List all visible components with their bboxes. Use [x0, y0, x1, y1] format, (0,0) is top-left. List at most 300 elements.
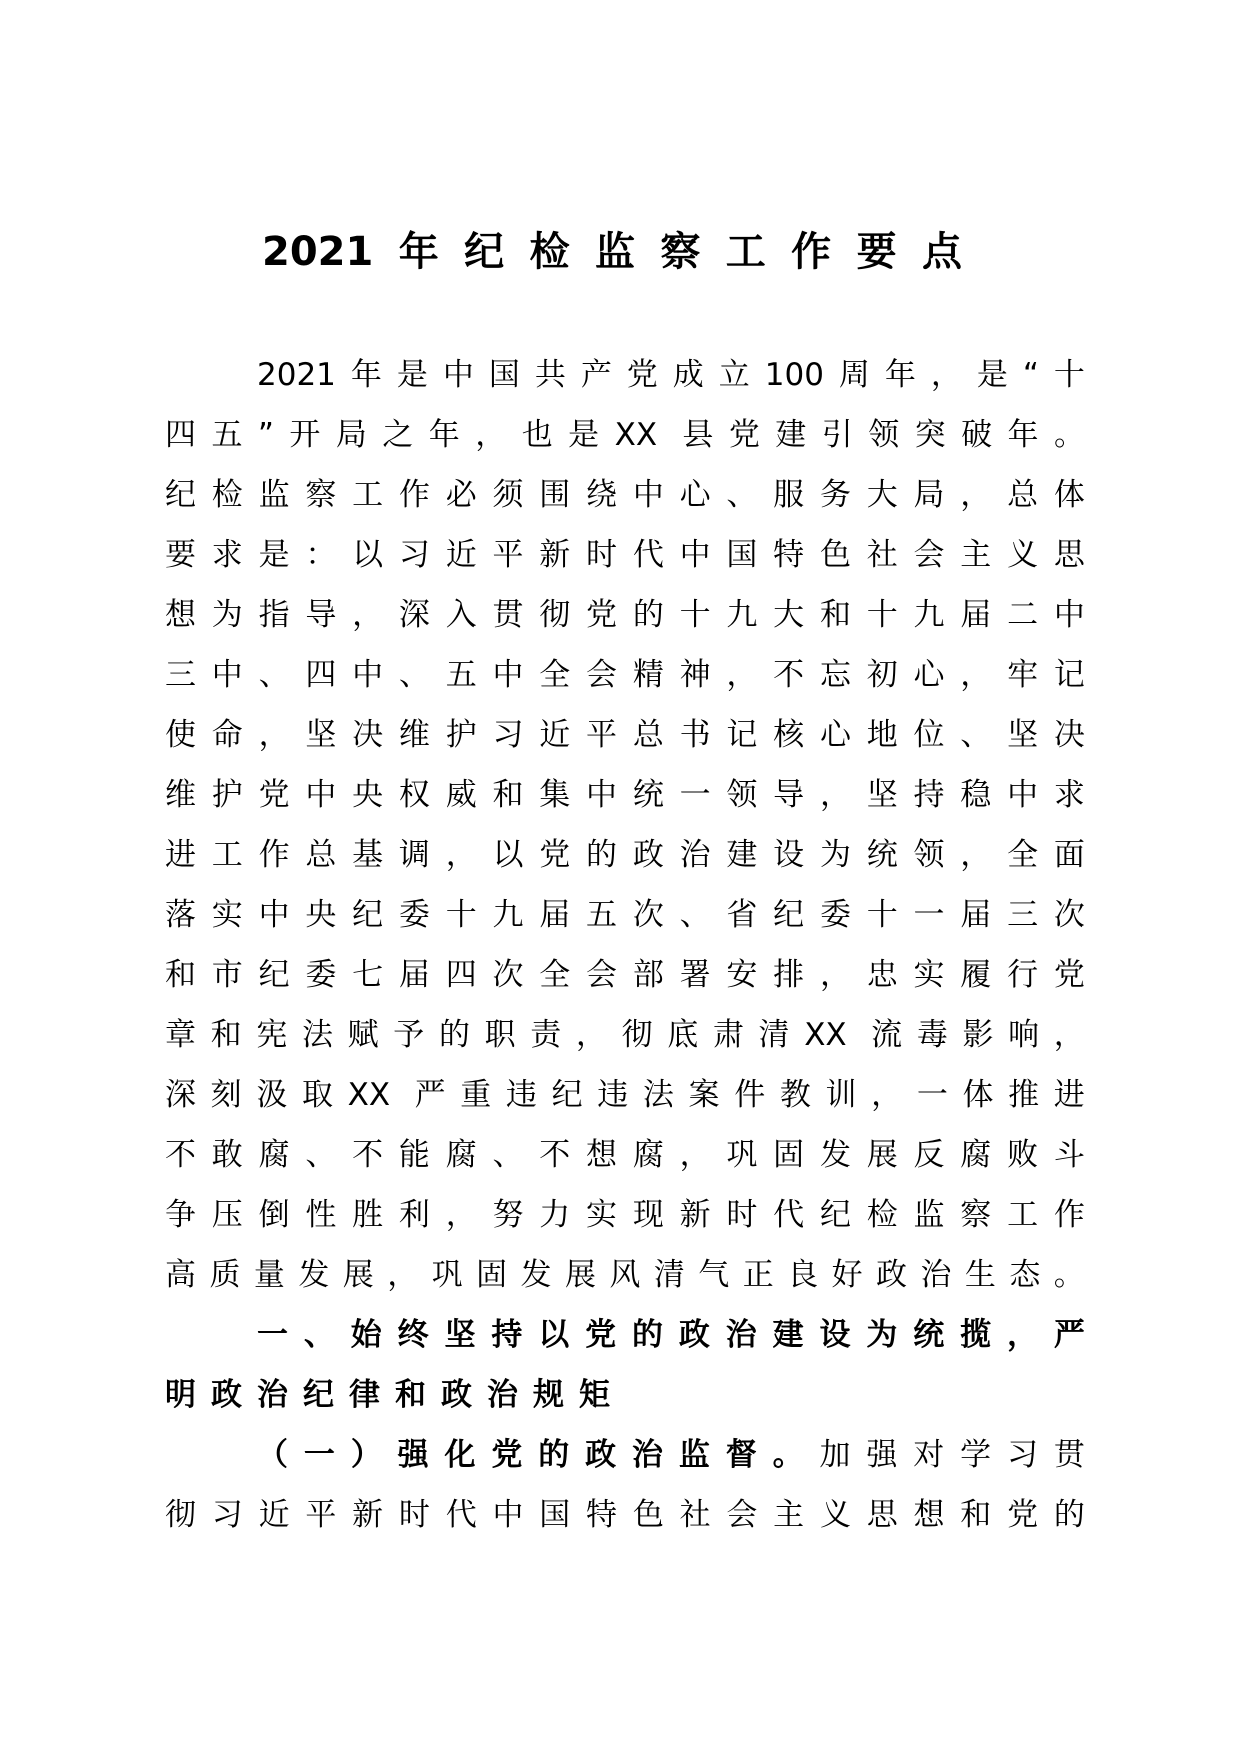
text-glyph: 二 [1007, 597, 1039, 633]
text-glyph: 威 [445, 777, 477, 813]
text-glyph: 不 [165, 1137, 196, 1173]
text-glyph: 作 [1053, 1197, 1085, 1233]
text-glyph: 围 [539, 477, 571, 513]
text-glyph: 彻 [621, 1017, 653, 1053]
text-glyph: 坚 [444, 1317, 476, 1353]
text-glyph: 矩 [579, 1377, 610, 1413]
text-glyph: 工 [352, 477, 384, 513]
text-glyph: 四 [305, 657, 337, 693]
text-line [165, 705, 1085, 765]
text-glyph: 届 [960, 897, 992, 933]
text-glyph: ， [387, 1257, 419, 1293]
text-glyph: 年 [884, 357, 916, 393]
text-glyph: 核 [773, 717, 805, 753]
text-line [165, 1425, 1085, 1485]
text-glyph: 习 [1007, 1437, 1038, 1473]
text-glyph: 对 [913, 1437, 945, 1473]
text-glyph: 100 [764, 357, 824, 393]
text-glyph: 、 [492, 1137, 524, 1173]
text-glyph: 一 [913, 897, 945, 933]
text-glyph: 国 [726, 537, 758, 573]
text-glyph: 政 [211, 1377, 242, 1413]
text-glyph: 现 [632, 1197, 664, 1233]
text-glyph: 安 [726, 957, 758, 993]
text-glyph: ， [960, 837, 992, 873]
text-glyph: 、 [679, 897, 711, 933]
text-glyph: 服 [773, 477, 805, 513]
text-glyph: ， [679, 1137, 711, 1173]
text-glyph: 局 [335, 417, 367, 453]
document-title-text [262, 222, 962, 282]
text-glyph: 中 [258, 897, 290, 933]
text-glyph: 为 [819, 837, 851, 873]
text-line [165, 585, 1085, 645]
text-line [165, 525, 1085, 585]
text-glyph: 导 [773, 777, 805, 813]
text-glyph: 底 [667, 1017, 699, 1053]
text-glyph: 作 [398, 477, 430, 513]
text-glyph: 三 [1007, 897, 1039, 933]
text-glyph: 和 [819, 597, 851, 633]
text-glyph: 大 [773, 597, 805, 633]
text-glyph: 固 [476, 1257, 508, 1293]
text-glyph: 的 [1053, 1497, 1085, 1533]
text-glyph: 县 [682, 417, 714, 453]
text-glyph: 党 [491, 1437, 523, 1473]
text-glyph: 以 [538, 1317, 570, 1353]
text-line [165, 1365, 1085, 1425]
text-glyph: 届 [539, 897, 571, 933]
text-glyph: 稳 [960, 777, 992, 813]
title-glyph: 监 [594, 229, 635, 275]
text-glyph: ， [1007, 1317, 1038, 1353]
text-glyph: 利 [398, 1197, 430, 1233]
text-glyph: 体 [1053, 477, 1085, 513]
text-glyph: 绕 [586, 477, 618, 513]
text-glyph: 进 [1053, 1077, 1085, 1113]
text-glyph: 严 [1053, 1317, 1085, 1353]
text-glyph: 主 [960, 537, 992, 573]
text-glyph: 维 [398, 717, 430, 753]
text-glyph: 中 [586, 777, 618, 813]
text-glyph: 中 [442, 357, 474, 393]
text-glyph: 实 [913, 957, 945, 993]
text-glyph: 实 [211, 897, 243, 933]
text-glyph: ， [445, 1197, 477, 1233]
text-glyph: 深 [398, 597, 430, 633]
text-glyph: 全 [1007, 837, 1039, 873]
text-glyph: 五 [211, 417, 243, 453]
text-glyph: 中 [352, 657, 384, 693]
text-glyph: 清 [653, 1257, 685, 1293]
text-glyph: 十 [445, 897, 477, 933]
text-glyph: 新 [539, 537, 571, 573]
text-glyph: 次 [632, 897, 664, 933]
text-glyph: 义 [1007, 537, 1039, 573]
text-glyph: 思 [866, 1497, 898, 1533]
text-glyph: 发 [819, 1137, 851, 1173]
text-glyph: 工 [211, 837, 243, 873]
text-glyph: 义 [819, 1497, 851, 1533]
text-glyph: 也 [521, 417, 553, 453]
text-glyph: XX [804, 1017, 857, 1053]
text-glyph: 中 [211, 657, 243, 693]
text-glyph: 的 [586, 837, 618, 873]
text-glyph: 统 [866, 837, 898, 873]
text-glyph: 政 [632, 837, 664, 873]
text-glyph: 中 [305, 777, 337, 813]
text-glyph: 三 [165, 657, 196, 693]
text-glyph: ， [575, 1017, 607, 1053]
text-glyph: 央 [352, 777, 384, 813]
text-glyph: 展 [564, 1257, 596, 1293]
text-glyph: 赋 [347, 1017, 379, 1053]
title-glyph: 纪 [464, 229, 505, 275]
text-glyph: 设 [819, 1317, 851, 1353]
text-glyph: 、 [303, 1317, 335, 1353]
text-glyph: 想 [586, 1137, 618, 1173]
text-glyph: 学 [960, 1437, 992, 1473]
text-glyph: 发 [520, 1257, 552, 1293]
text-glyph: 国 [488, 357, 520, 393]
text-glyph: 和 [165, 957, 196, 993]
text-glyph: 局 [913, 477, 945, 513]
text-line [165, 885, 1085, 945]
text-glyph: 设 [773, 837, 805, 873]
text-line [165, 1305, 1085, 1365]
text-glyph: 共 [534, 357, 566, 393]
text-glyph: 务 [819, 477, 851, 513]
text-glyph: 展 [342, 1257, 374, 1293]
text-glyph: 护 [445, 717, 477, 753]
text-glyph: ， [819, 777, 851, 813]
text-glyph: 肃 [712, 1017, 744, 1053]
text-glyph: 展 [866, 1137, 898, 1173]
text-glyph: 进 [165, 837, 196, 873]
text-glyph: 高 [165, 1257, 196, 1293]
text-glyph: 忠 [866, 957, 898, 993]
text-glyph: 位 [913, 717, 945, 753]
text-glyph: 为 [866, 1317, 898, 1353]
text-glyph: 党 [586, 597, 618, 633]
text-glyph: 实 [586, 1197, 618, 1233]
text-glyph: 破 [961, 417, 993, 453]
text-glyph: 以 [352, 537, 384, 573]
text-glyph: 和 [960, 1497, 992, 1533]
text-glyph: 不 [539, 1137, 571, 1173]
text-glyph: 深 [165, 1077, 196, 1113]
text-line [165, 345, 1085, 405]
text-glyph: 工 [1007, 1197, 1039, 1233]
text-glyph: 检 [866, 1197, 898, 1233]
text-glyph: 要 [165, 537, 196, 573]
text-glyph: 五 [445, 657, 477, 693]
text-glyph: 会 [586, 657, 618, 693]
text-glyph: 气 [698, 1257, 730, 1293]
text-glyph: 心 [819, 717, 851, 753]
text-glyph: 治 [632, 1437, 663, 1473]
text-glyph: 初 [866, 657, 898, 693]
text-glyph: 监 [678, 1437, 710, 1473]
text-glyph: 平 [586, 717, 618, 753]
text-glyph: 察 [960, 1197, 992, 1233]
text-glyph: 2021 [257, 357, 336, 393]
text-glyph: 监 [913, 1197, 945, 1233]
text-glyph: 腐 [445, 1137, 477, 1173]
text-glyph: 大 [866, 477, 898, 513]
text-glyph: 五 [586, 897, 618, 933]
text-glyph: 平 [492, 537, 524, 573]
text-glyph: 十 [866, 597, 898, 633]
text-glyph: 、 [258, 657, 290, 693]
text-glyph: ， [445, 837, 477, 873]
text-glyph: 代 [445, 1497, 477, 1533]
text-glyph: 坚 [866, 777, 898, 813]
text-glyph: 求 [211, 537, 243, 573]
text-glyph: 七 [352, 957, 384, 993]
text-glyph: 党 [1007, 1497, 1039, 1533]
text-glyph: 九 [492, 897, 524, 933]
text-glyph: 重 [460, 1077, 492, 1113]
text-glyph: 会 [586, 957, 618, 993]
text-glyph: 统 [632, 777, 664, 813]
text-glyph: 责 [530, 1017, 562, 1053]
text-glyph: 产 [580, 357, 612, 393]
text-glyph: 领 [868, 417, 900, 453]
text-glyph: 委 [305, 957, 337, 993]
text-glyph: 律 [349, 1377, 380, 1413]
text-glyph: ， [871, 1077, 903, 1113]
text-glyph: 宪 [256, 1017, 288, 1053]
title-glyph: 点 [921, 229, 962, 275]
text-glyph: 建 [726, 837, 758, 873]
text-line [165, 405, 1085, 465]
text-glyph: 始 [350, 1317, 382, 1353]
text-glyph: 届 [398, 957, 430, 993]
text-glyph: 党 [258, 777, 290, 813]
title-glyph: 工 [725, 229, 766, 275]
text-glyph: 纪 [352, 897, 384, 933]
text-glyph: 。 [772, 1437, 804, 1473]
text-glyph: 届 [960, 597, 992, 633]
text-glyph: 心 [679, 477, 711, 513]
text-glyph: 的 [632, 1317, 663, 1353]
text-glyph: 近 [445, 537, 477, 573]
text-glyph: 终 [397, 1317, 429, 1353]
text-glyph: 总 [1007, 477, 1039, 513]
text-glyph: 党 [728, 417, 760, 453]
text-glyph: 集 [539, 777, 571, 813]
text-glyph: 规 [533, 1377, 564, 1413]
text-glyph: 中 [632, 477, 664, 513]
text-glyph: 治 [679, 837, 711, 873]
text-glyph: 巩 [431, 1257, 463, 1293]
text-glyph: 训 [825, 1077, 857, 1113]
text-glyph: 腐 [632, 1137, 664, 1173]
text-glyph: 倒 [258, 1197, 290, 1233]
text-glyph: 立 [718, 357, 750, 393]
text-glyph: 地 [866, 717, 898, 753]
text-glyph: 总 [305, 837, 337, 873]
text-glyph: 中 [679, 537, 711, 573]
text-glyph: 次 [492, 957, 524, 993]
text-glyph: 会 [913, 537, 945, 573]
text-glyph: 全 [539, 957, 571, 993]
text-glyph: 毒 [916, 1017, 948, 1053]
text-glyph: 、 [398, 657, 430, 693]
text-glyph: 十 [866, 897, 898, 933]
text-glyph: 须 [492, 477, 524, 513]
text-glyph: 习 [492, 717, 524, 753]
text-glyph: ， [352, 597, 384, 633]
text-glyph: 政 [441, 1377, 472, 1413]
text-glyph: 取 [301, 1077, 333, 1113]
text-glyph: 决 [1053, 717, 1085, 753]
text-glyph: 以 [492, 837, 524, 873]
text-glyph: 排 [773, 957, 805, 993]
text-line [165, 825, 1085, 885]
text-glyph: 清 [758, 1017, 790, 1053]
text-glyph: 持 [491, 1317, 523, 1353]
text-glyph: ， [930, 357, 962, 393]
text-glyph: 导 [305, 597, 337, 633]
text-glyph: 强 [397, 1437, 429, 1473]
text-line [165, 645, 1085, 705]
text-glyph: 生 [964, 1257, 996, 1293]
text-glyph: 是 [568, 417, 600, 453]
text-line [165, 945, 1085, 1005]
text-glyph: 色 [632, 1497, 664, 1533]
document-body [165, 345, 1085, 1545]
text-glyph: 彻 [165, 1497, 196, 1533]
text-glyph: 纪 [819, 1197, 851, 1233]
text-glyph: 政 [876, 1257, 907, 1293]
text-glyph: 职 [484, 1017, 516, 1053]
text-glyph: 中 [1053, 597, 1085, 633]
document-title [262, 222, 962, 282]
text-glyph: 突 [914, 417, 946, 453]
text-glyph: 腐 [258, 1137, 290, 1173]
text-glyph: 刻 [210, 1077, 242, 1113]
text-glyph: XX [614, 417, 667, 453]
text-glyph: 、 [960, 717, 992, 753]
text-glyph: 败 [1007, 1137, 1039, 1173]
text-line [165, 765, 1085, 825]
text-line [165, 1065, 1085, 1125]
text-glyph: 四 [445, 957, 477, 993]
text-glyph: 纪 [165, 477, 196, 513]
text-glyph: 党 [585, 1317, 617, 1353]
text-glyph: 基 [352, 837, 384, 873]
text-glyph: 年 [350, 357, 382, 393]
text-glyph: 委 [398, 897, 430, 933]
text-glyph: 争 [165, 1197, 196, 1233]
text-glyph: 党 [539, 837, 571, 873]
text-glyph: 国 [539, 1497, 571, 1533]
text-glyph: 维 [165, 777, 196, 813]
text-glyph: 予 [393, 1017, 425, 1053]
text-glyph: 落 [165, 897, 196, 933]
text-glyph: 影 [962, 1017, 994, 1053]
title-glyph: 年 [398, 229, 439, 275]
text-glyph: （ [257, 1437, 288, 1473]
text-glyph: 彻 [539, 597, 571, 633]
text-glyph: 胜 [352, 1197, 384, 1233]
text-glyph: 的 [538, 1437, 570, 1473]
text-glyph: 不 [352, 1137, 384, 1173]
text-glyph: 纪 [258, 957, 290, 993]
text-glyph: ， [960, 657, 992, 693]
text-glyph: 总 [632, 717, 664, 753]
text-glyph: 领 [726, 777, 758, 813]
text-glyph: 指 [258, 597, 290, 633]
text-glyph: 必 [445, 477, 477, 513]
text-glyph: 。 [1053, 1257, 1085, 1293]
text-glyph: ， [726, 657, 758, 693]
text-glyph: 一 [916, 1077, 948, 1113]
text-glyph: XX [347, 1077, 400, 1113]
text-glyph: 察 [305, 477, 337, 513]
text-glyph: 是 [976, 357, 1008, 393]
text-glyph: 九 [913, 597, 945, 633]
text-glyph: 会 [726, 1497, 758, 1533]
text-glyph: 想 [913, 1497, 945, 1533]
text-glyph: 年 [428, 417, 460, 453]
text-glyph: 书 [679, 717, 711, 753]
text-glyph: 色 [819, 537, 851, 573]
text-glyph: 一 [303, 1437, 335, 1473]
text-glyph: ， [960, 477, 992, 513]
text-glyph: 加 [819, 1437, 851, 1473]
text-glyph: 代 [632, 537, 664, 573]
text-glyph: ） [350, 1437, 382, 1473]
text-glyph: 违 [505, 1077, 537, 1113]
text-glyph: 全 [539, 657, 571, 693]
text-glyph: 发 [298, 1257, 330, 1293]
text-line [165, 1185, 1085, 1245]
text-glyph: 时 [586, 537, 618, 573]
text-glyph: 一 [679, 777, 711, 813]
text-glyph: 违 [597, 1077, 629, 1113]
text-glyph: 反 [913, 1137, 945, 1173]
text-glyph: 中 [1007, 777, 1039, 813]
text-glyph: 九 [726, 597, 758, 633]
text-glyph: 之 [382, 417, 414, 453]
text-glyph: 引 [821, 417, 853, 453]
text-glyph: 命 [211, 717, 243, 753]
text-glyph: 十 [1053, 357, 1085, 393]
text-glyph: “ [1022, 357, 1039, 393]
text-glyph: 。 [1054, 417, 1085, 453]
text-glyph: 开 [289, 417, 321, 453]
text-glyph: 领 [913, 837, 945, 873]
text-line [165, 1125, 1085, 1185]
text-glyph: 章 [165, 1017, 196, 1053]
text-glyph: 的 [438, 1017, 470, 1053]
text-glyph: 代 [773, 1197, 805, 1233]
text-glyph: 中 [492, 1497, 524, 1533]
text-glyph: 政 [585, 1437, 617, 1473]
title-glyph: 作 [791, 229, 832, 275]
text-glyph: 时 [726, 1197, 758, 1233]
text-glyph: 精 [632, 657, 664, 693]
text-glyph: 年 [1007, 417, 1039, 453]
text-glyph: 政 [678, 1317, 710, 1353]
text-glyph: 响 [1008, 1017, 1040, 1053]
text-glyph: ， [819, 957, 851, 993]
text-glyph: 案 [688, 1077, 720, 1113]
text-glyph: 坚 [1007, 717, 1039, 753]
